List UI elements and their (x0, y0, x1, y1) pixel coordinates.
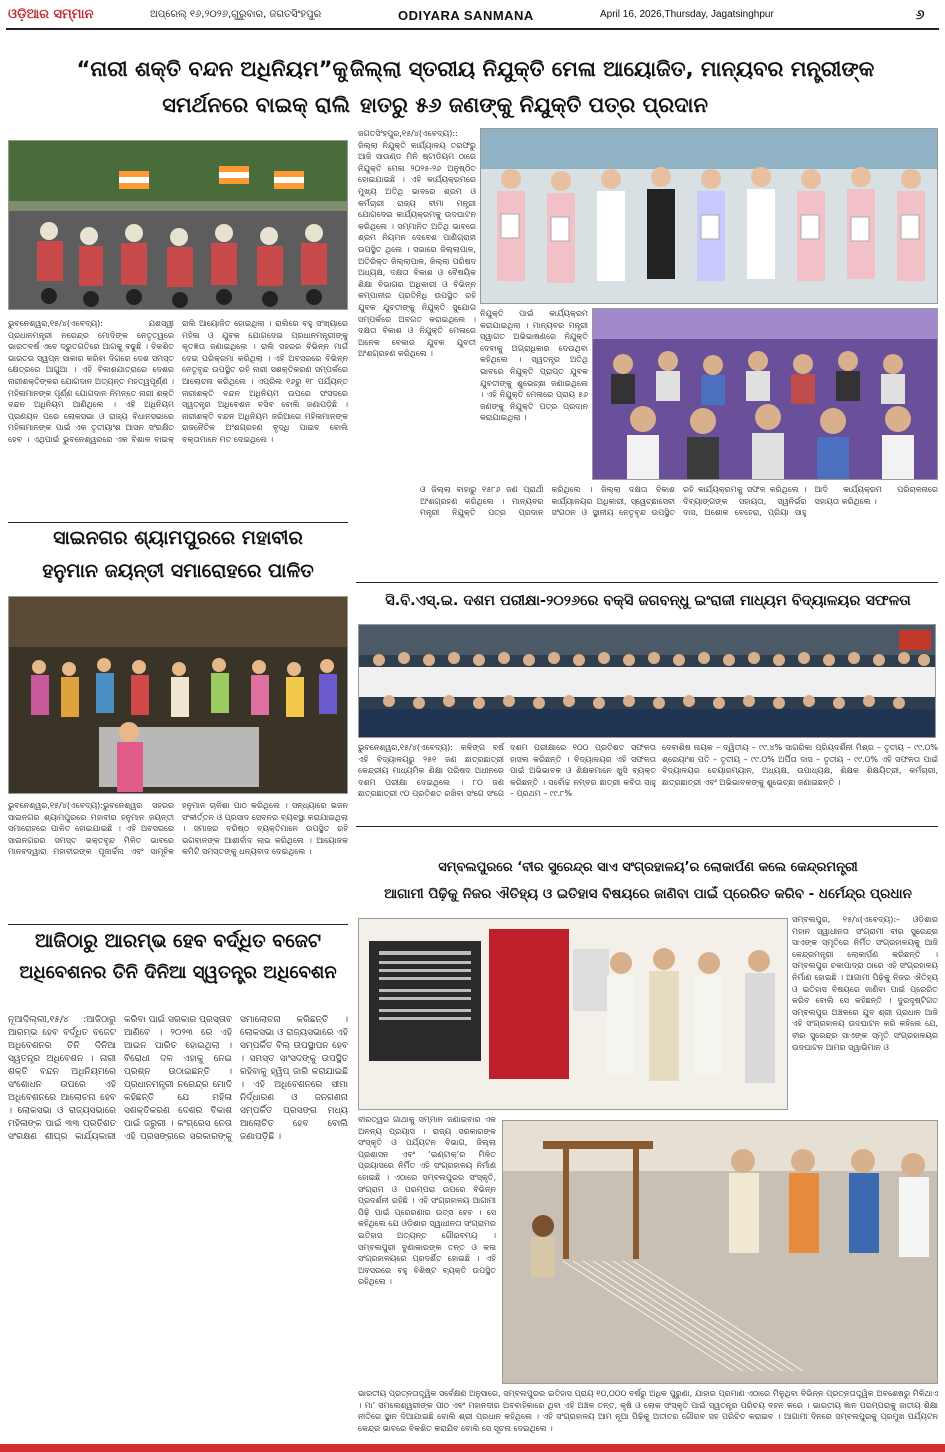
loom-exhibit-illustration (503, 1121, 938, 1384)
lead-headline-left-line1: “ନାରୀ ଶକ୍ତି ବନ୍ଦନ ଅଧିନିୟମ”କୁ (76, 57, 348, 81)
job-fair-body-col1: ଜଗତସିଂହପୁର,୧୫/୪(ଏବେଦ୍ୟ):: ଜିଲ୍ଲା ନିଯୁକ୍ତି କାର୍ଯ୍ୟାଳୟ ତରଫରୁ ଆଜି ସାଉଣ୍ଡ ମିନି ଷ୍ଟାଡିୟମ ଠାରେ ନିଯୁକ୍ତି ମେଳା ୨୦୨୫-୨୬ ଅନୁଷ୍ଠିତ ହୋଇଯାଇଛି । ଏହି କାର୍ଯ୍ୟକ୍ରମରେ ମୁଖ୍ୟ ଅତିଥି ଭାବରେ ଶ୍ରମ ଓ କର୍ମଚାରୀ ରାଜ୍ୟ ବୀମା ମନ୍ତ୍ରୀ ଯୋଗଦେଇ କାର୍ଯ୍ୟକ୍ରମକୁ ଉଦଘାଟନ କରିଥିଲେ । ସମ୍ମାନିତ ଅତିଥି ଭାବରେ ଶ୍ରମ ନିୟମନ ଦେବେଶ ପାଣିଗ୍ରାହୀ ଉପସ୍ଥିତ ଥିଲେ । ସଭାରେ ଜିଲ୍ଲାପାଳ, ଅତିରିକ୍ତ ଜିଲ୍ଲାପାଳ, ଜିଲ୍ଲା ପରିଷଦ ଅଧ୍ୟକ୍ଷ, ଦକ୍ଷତା ବିକାଶ ଓ ବୈଷୟିକ ଶିକ୍ଷା ବିଭାଗର ଅଧିକାରୀ ଓ ବିଭିନ୍ନ କମ୍ପାନୀର ପ୍ରତିନିଧି ଉପସ୍ଥିତ ରହି ଯୁବକ ଯୁବତୀଙ୍କୁ ନିଯୁକ୍ତି ସୁଯୋଗ ସମ୍ପର୍କରେ ଅବଗତ କରାଇଥିଲେ । ଦକ୍ଷତା ବିକାଶ ଓ ନିଯୁକ୍ତି ମେଳାରେ ଅନେକ ବେକାର ଯୁବକ ଯୁବତୀ ଅଂଶଗ୍ରହଣ କରିଥିଲେ । (358, 129, 476, 359)
page-number: ୬ (915, 7, 925, 23)
hanuman-jayanti-illustration (9, 597, 348, 794)
cbse-bottom-rule (356, 826, 938, 827)
sambalpur-headline-line2: ଆଗାମୀ ପିଢ଼ିକୁ ନିଜର ଐତିହ୍ୟ ଓ ଇତିହାସ ବିଷୟରେ ଜାଣିବା ପାଇଁ ପ୍ରେରିତ କରିବ - ଧର୍ମେନ୍ଦ୍ର ପ୍ରଧାନ (384, 886, 912, 902)
lead-story-body: ଭୁବନେଶ୍ୱର,୧୫/୪(ଏବେଦ୍ୟ): ଯଶସ୍ୱୀ ପ୍ରଧାନମନ୍ତ୍ରୀ ନରେନ୍ଦ୍ର ମୋଦିଙ୍କ ନେତୃତ୍ୱରେ ଭାରତବର୍ଷ ଏବେ ଦ୍ରୁତଗତିରେ ଆଗକୁ ବଢୁଛି । ବିକଶିତ ଭାରତର ସ୍ୱପ୍ନ ସାକାର କରିବା ଦିଗରେ ଦେଶ ସମସ୍ତ କ୍ଷେତ୍ରରେ ଆଗୁଆ । ଏହି ବିକାଶଯାତ୍ରାରେ ଦେଶର ନାରୀଶକ୍ତିଙ୍କର ଯୋଗଦାନ ଅତ୍ୟନ୍ତ ମହତ୍ୱପୂର୍ଣ୍ଣ । ମହିଳାମାନଙ୍କ ପୂର୍ଣ୍ଣ ଯୋଗଦାନ ନିମନ୍ତେ ନାରୀ ଶକ୍ତି ବନ୍ଦନ ଅଧିନିୟମ ଆଣିଥିଲେ । ଏହି ଅଧିନିୟମ ପ୍ରଣୟନ ପରେ ଲୋକସଭା ଓ ରାଜ୍ୟ ବିଧାନସଭାରେ ମହିଳାମାନଙ୍କ ପାଇଁ ଏକ ତୃତୀୟାଂଶ ଆସନ ସଂରକ୍ଷିତ ହେବ । ଏଥିପାଇଁ ଭୁବନେଶ୍ୱରରେ ଏକ ବିଶାଳ ବାଇକ୍ ରାଲି ଆୟୋଜିତ ହୋଇଥିଲା । ରାଲିରେ ବହୁ ସଂଖ୍ୟାରେ ମହିଳା ଓ ଯୁବକ ଯୋଗଦେଇ ପ୍ରଧାନମନ୍ତ୍ରୀଙ୍କୁ କୃତଜ୍ଞତା ଜଣାଇଥିଲେ । ରାଲି ସହରର ବିଭିନ୍ନ ମାର୍ଗ ଦେଇ ପରିକ୍ରମା କରିଥିଲା । ଏହି ଅବସରରେ ବିଭିନ୍ନ ନେତୃବୃନ୍ଦ ଉପସ୍ଥିତ ରହି ନାରୀ ସଶକ୍ତିକରଣ ସମ୍ପର୍କରେ ଆଲୋଚନା କରିଥିଲେ । ଏପ୍ରିଲ ୧୬ରୁ ୧୮ ପର୍ଯ୍ୟନ୍ତ ନାରୀଶକ୍ତି ବନ୍ଦନ ଅଧିନିୟମ ଉପରେ ସଂସଦରେ ସ୍ୱତନ୍ତ୍ର ଅଧିବେଶନ ବସିବ ବୋଲି ଜଣାପଡ଼ିଛି । ନାରୀଶକ୍ତି ବନ୍ଦନ ଅଧିନିୟମ ଜରିଆରେ ମହିଳାମାନଙ୍କ ରାଜନୈତିକ ଅଂଶଗ୍ରହଣ ବୃଦ୍ଧି ପାଇବ ବୋଲି ବକ୍ତାମାନେ ମତ ଦେଇଥିଲେ । (8, 319, 348, 444)
budget-headline-line1: ଆଜିଠାରୁ ଆରମ୍ଭ ହେବ ବର୍ଦ୍ଧିତ ବଜେଟ (34, 930, 322, 952)
hanuman-headline-line2: ହନୁମାନ ଜୟନ୍ତୀ ସମାରୋହରେ ପାଳିତ (42, 560, 314, 582)
newspaper-logo: ଓଡ଼ିଆର ସମ୍ମାନ (8, 7, 94, 22)
students-group-illustration (359, 625, 936, 738)
audience-illustration (593, 309, 938, 480)
footer-accent-bar (0, 1444, 945, 1452)
sambalpur-body-mid: ବୀରତ୍ୱର ଗାଥାକୁ ସମ୍ମାନ ଜଣାଇବାର ଏକ ଅନନ୍ୟ ପ୍ରୟାସ । ରାଜ୍ୟ ସରକାରଙ୍କ ସଂସ୍କୃତି ଓ ପର୍ଯ୍ୟଟନ ବିଭାଗ, ଜିଲ୍ଲା ପ୍ରଶାସନ ଏବଂ ‘ଇଣ୍ଟାକ୍’ର ମିଳିତ ପ୍ରୟାସରେ ନିର୍ମିତ ଏହି ସଂଗ୍ରହାଳୟ ନିର୍ମାଣ ହୋଇଛି । ଏଠାରେ ସମ୍ବଲପୁରର ସଂସ୍କୃତି, ସଂଗ୍ରାମ ଓ ପରମ୍ପରା ଉପରେ ବିଭିନ୍ନ ପ୍ରଦର୍ଶନୀ ରହିଛି । ଏହି ସଂଗ୍ରହାଳୟ ଆଗାମୀ ପିଢ଼ି ପାଇଁ ପ୍ରେରଣାର ଉତ୍ସ ହେବ । ସେ କହିଥିଲେ ଯେ ଓଡ଼ିଶାର ସ୍ୱାଧୀନତା ସଂଗ୍ରାମର ଇତିହାସ ଅତ୍ୟନ୍ତ ଗୌରବମୟ । ସମ୍ବଲପୁରୀ ବୁଣାକାରଙ୍କ ତନ୍ତ ଓ କଳା ସଂଗ୍ରହାଳୟରେ ପ୍ରଦର୍ଶିତ ହୋଇଛି । ଏହି ଅବସରରେ ବହୁ ବିଶିଷ୍ଟ ବ୍ୟକ୍ତି ଉପସ୍ଥିତ ରହିଥିଲେ । (358, 1115, 496, 1287)
job-fair-body-bottom: ଓ ଜିଲ୍ଲା ବାହାରୁ ୧୫୮୬ ଜଣ ପ୍ରାର୍ଥୀ ଅଂଶଗ୍ରହଣ କରିଥିଲେ । ମାନ୍ୟବର ମନ୍ତ୍ରୀ ନିଯୁକ୍ତି ପତ୍ର ପ୍ରଦାନ କରିଥିଲେ । ଜିଲ୍ଲା ଦକ୍ଷତା ବିକାଶ କାର୍ଯ୍ୟାଳୟର ଅଧିକାରୀ, ସ୍ୱେଚ୍ଛାସେବୀ ସଂଗଠନ ଓ ସ୍ଥାନୀୟ ନେତୃବୃନ୍ଦ ଉପସ୍ଥିତ ରହି କାର୍ଯ୍ୟକ୍ରମକୁ ସଫଳ କରିଥିଲେ । ଦିବ୍ୟାଙ୍ଗଙ୍କ ସହାୟତା, ସ୍ୱନିର୍ଭର ଦାସ, ଅଶୋକ ବେହେରା, ପ୍ରିୟା ସାହୁ ଆଦି କାର୍ଯ୍ୟକ୍ରମ ପରିଚାଳନାରେ ସହାୟତା କରିଥିଲେ । (420, 485, 938, 518)
sambalpur-body-right: ସମ୍ବଲପୁର, ୧୫/୪(ଏବେଦ୍ୟ):– ଓଡ଼ିଶାର ମହାନ ସ୍ୱାଧୀନତା ସଂଗ୍ରାମୀ ବୀର ସୁରେନ୍ଦ୍ର ସାଏଙ୍କ ସ୍ମୃତିରେ ନିର୍ମିତ ସଂଗ୍ରହାଳୟକୁ ଆଜି କେନ୍ଦ୍ରମନ୍ତ୍ରୀ ଲୋକାର୍ପଣ କରିଛନ୍ତି । ସମ୍ବଲପୁର ଚକାପାଦ୍ରା ଠାରେ ଏହି ସଂଗ୍ରହାଳୟ ନିର୍ମାଣ ହୋଇଛି । ଆଗାମୀ ପିଢ଼ିକୁ ନିଜର ଐତିହ୍ୟ ଓ ଇତିହାସ ବିଷୟରେ ଜାଣିବା ପାଇଁ ପ୍ରେରିତ କରିବ ବୋଲି ସେ କହିଛନ୍ତି । ଦୁରଦୃଷ୍ଟିଗତ ସମ୍ବଲପୁର ଅଞ୍ଚଳରେ ଯୁବ ଶ୍ରୀ ପ୍ରଧାନ ଆଜି ଏହି ସଂଗ୍ରହାଳୟ ଉଦଘାଟନ କରି କହିଲେ ଯେ, ବୀର ସୁରେନ୍ଦ୍ର ସାଏଙ୍କ ସ୍ମୃତି ସଂଗ୍ରହାଳୟର ଉଦଘାଟନ ଆମର ସ୍ୱାଭିମାନ ଓ (792, 915, 938, 1052)
audience-photo (592, 308, 938, 480)
cbse-body-left: ଭୁବନେଶ୍ୱର,୧୫/୪(ଏବେଦ୍ୟ): କଳିଙ୍ଗ ବର୍ଷ ଏହି ବିଦ୍ୟାଳୟରୁ ୨୫୧ ଜଣ ଛାତ୍ରଛାତ୍ରୀ କେନ୍ଦ୍ରୀୟ ମାଧ୍ୟମିକ ଶିକ୍ଷା ପରିଷଦ ଅଧୀନରେ ଦଶମ ପରୀକ୍ଷା ଦେଇଥିଲେ । ୮୦ ଜଣ ଛାତ୍ରଛାତ୍ରୀ ୯୦ ପ୍ରତିଶତ ରଖିବା ସଂଗେ ସଂଗେ ଦଶମ ପରୀକ୍ଷାରେ ୧୦୦ ପ୍ରତିଶତ ସଫଳତା ହାସଲ କରିଛନ୍ତି । ବିଦ୍ୟାଳୟର ଏହି ସଫଳତା ପାଇଁ ଅଭିଭାବକ ଓ ଶିକ୍ଷକମାନେ ଖୁସି ବ୍ୟକ୍ତ କରିଛନ୍ତି । ସର୍ବୋଚ୍ଚ ନମ୍ବର ଛାତ୍ରୀ କବିତା ସାହୁ – ପ୍ରଥମ – ୯୯.୮% (358, 743, 656, 799)
job-fair-photo (480, 128, 938, 304)
masthead-rule (6, 28, 939, 30)
cbse-body-right: ଦେବାଶିଷ ନାୟକ – ଦ୍ୱିତୀୟ – ୯୯.୪% ସାଗରିକା ପ୍ରିୟଦର୍ଶିନୀ ମିଶ୍ର – ତୃତୀୟ – ୯୯.୦% ଶ୍ରେୟାଂଶ ପତି – ତୃତୀୟ – ୯୯.୦% ଅର୍ପିତା ଦାସ – ତୃତୀୟ – ୯୯.୦% ଏହି ସଫଳତା ପାଇଁ ବିଦ୍ୟାଳୟର ଚେୟାରମ୍ୟାନ, ଅଧ୍ୟକ୍ଷ, ଉପାଧ୍ୟକ୍ଷ, ଶିକ୍ଷକ ଶିକ୍ଷୟିତ୍ରୀ, କର୍ମଚାରୀ, ଛାତ୍ରଛାତ୍ରୀ ଏବଂ ଅଭିଭାବକଙ୍କୁ ଶୁଭେଚ୍ଛା ଜଣାଇଛନ୍ତି । (662, 743, 938, 787)
loom-exhibit-photo (502, 1120, 938, 1384)
lead-bottom-rule (8, 522, 348, 523)
hanuman-jayanti-photo (8, 596, 348, 794)
budget-story-body: ନୂଆଦିଲ୍ଲୀ,୧୫/୪ :ଆଜିଠାରୁ ଆରମ୍ଭ ହେବ ବର୍ଦ୍ଧିତ ବଜେଟ ଅଧିବେଶନର ତିନି ଦିନିଆ ସ୍ୱତନ୍ତ୍ର ଅଧିବେଶନ । ନାରୀ ଶକ୍ତି ବନ୍ଦନ ଅଧିନିୟମରେ ସଂଶୋଧନ ଉପରେ ଏହି ଅଧିବେଶନରେ ଆଲୋଚନା ହେବ । ଲୋକସଭା ଓ ରାଜ୍ୟସଭାରେ ମହିଳାଙ୍କ ପାଇଁ ୩୩ ପ୍ରତିଶତ ସଂରକ୍ଷଣ ଶୀଘ୍ର କାର୍ଯ୍ୟକାରୀ କରିବା ପାଇଁ ସରକାର ପ୍ରସ୍ତାବ ଆଣିବେ । ୨୦୨୩ ରେ ଏହି ଆଇନ ପାରିତ ହୋଇଥିଲା । ବିରୋଧୀ ଦଳ ଏହାକୁ ନେଇ ପ୍ରଶ୍ନ ଉଠାଇଛନ୍ତି । ପ୍ରଧାନମନ୍ତ୍ରୀ ନରେନ୍ଦ୍ର ମୋଦି କହିଛନ୍ତି ଯେ ମହିଳା ସଶକ୍ତିକରଣ ଦେଶର ବିକାଶ ପାଇଁ ଜରୁରୀ । କଂଗ୍ରେସ ନେତା ଏହି ପ୍ରସଙ୍ଗରେ ସରକାରଙ୍କୁ ସମାଲୋଚନା କରିଛନ୍ତି । ଲୋକସଭା ଓ ରାଜ୍ୟସଭାରେ ଏହି ସମ୍ପର୍କିତ ବିଲ୍ ଉପସ୍ଥାପନ ହେବ । ସମସ୍ତ ସାଂସଦଙ୍କୁ ଉପସ୍ଥିତ ରହିବାକୁ ହ୍ୱିପ୍ ଜାରି କରାଯାଇଛି । ଏହି ଅଧିବେଶନରେ ସୀମା ନିର୍ଦ୍ଧାରଣ ଓ ଜନଗଣନା ସମ୍ପର୍କିତ ପ୍ରସଙ୍ଗ ମଧ୍ୟ ଆଲୋଚିତ ହେବ ବୋଲି ଜଣାପଡ଼ିଛି । (8, 1015, 348, 1143)
students-group-photo (358, 624, 936, 738)
sambalpur-body-bottom: ଭାରତୀୟ ପ୍ରତ୍ନତାତ୍ତ୍ୱିକ ସର୍ବେକ୍ଷଣ ଅନୁସାରେ, ସମ୍ବଲପୁରର ଇତିହାସ ପ୍ରାୟ ୧୦,୦୦୦ ବର୍ଷରୁ ଅଧିକ ପୁରୁଣା, ଯାହାର ପ୍ରମାଣ ଏଠାରେ ମିଳୁଥିବା ବିଭିନ୍ନ ପ୍ରତ୍ନତାତ୍ତ୍ୱିକ ଅବଶେଷରୁ ମିଳିଥାଏ । ମା’ ସମଲେଶ୍ୱରୀଙ୍କ ପୀଠ ଏବଂ ମହାନଦୀର ଅବବାହିକାରେ ଥିବା ଏହି ଅଞ୍ଚଳ ତନ୍ତ, କୃଷି ଓ ଲୋକ ସଂସ୍କୃତି ପାଇଁ ସ୍ୱତନ୍ତ୍ର ପରିଚୟ ବହନ କରେ । ଭାରତୀୟ ଜ୍ଞାନ ପରମ୍ପରାକୁ ଜାତୀୟ ଶିକ୍ଷା ନୀତିରେ ସ୍ଥାନ ଦିଆଯାଇଛି ବୋଲି ଶ୍ରୀ ପ୍ରଧାନ କହିଥିଲେ । ଏହି ସଂଗ୍ରହାଳୟ ଆମ ନୂଆ ପିଢ଼ିକୁ ଅତୀତର ଗୌରବ ସହ ପରିଚିତ କରାଇବ । ଆଗାମୀ ଦିନରେ ସମ୍ବଲପୁରକୁ ପ୍ରମୁଖ ପର୍ଯ୍ୟଟନ କେନ୍ଦ୍ର ଭାବରେ ବିକଶିତ କରାଯିବ ବୋଲି ସେ ସୂଚନା ଦେଇଥିଲେ । (358, 1389, 938, 1433)
masthead-date-english: April 16, 2026,Thursday, Jagatsinghpur (600, 9, 774, 20)
hanuman-bottom-rule (8, 924, 348, 925)
bike-rally-illustration (9, 141, 348, 310)
museum-inauguration-illustration (359, 919, 788, 1110)
museum-inauguration-photo (358, 918, 788, 1110)
bike-rally-photo (8, 140, 348, 310)
job-fair-bottom-rule (356, 582, 938, 583)
right-lead-headline-line2: ହାତରୁ ୫୬ ଜଣଙ୍କୁ ନିଯୁକ୍ତି ପତ୍ର ପ୍ରଦାନ (360, 93, 708, 117)
hanuman-headline-line1: ସାଇନଗର ଶ୍ୟାମପୁରରେ ମହାବୀର (53, 527, 303, 549)
masthead-paper-name: ODIYARA SANMANA (398, 8, 534, 23)
right-lead-headline-line1: ଜିଲ୍ଲା ସ୍ତରୀୟ ନିଯୁକ୍ତି ମେଳା ଆୟୋଜିତ, ମାନ୍ୟବର ମନ୍ତ୍ରୀଙ୍କ (350, 57, 875, 81)
job-fair-body-col2: ନିଯୁକ୍ତି ପାଇଁ କାର୍ଯ୍ୟକ୍ରମ କରାଯାଇଥିଲା । ମାନ୍ୟବର ମନ୍ତ୍ରୀ ସ୍ୱାଗତ ଅଭିଭାଷଣରେ ନିଯୁକ୍ତି ଦେବାକୁ ଅଗ୍ରାଧିକାର ଦେଉଥିବା କହିଥିଲେ । ସ୍ୱତନ୍ତ୍ର ଅତିଥି ଭାବରେ ନିଯୁକ୍ତି ପ୍ରାପ୍ତ ଯୁବକ ଯୁବତୀଙ୍କୁ ଶୁଭେଚ୍ଛା ଜଣାଇଥିଲେ । ଏହି ନିଯୁକ୍ତି ମେଳାରେ ପ୍ରାୟ ୫୬ ଜଣଙ୍କୁ ନିଯୁକ୍ତି ପତ୍ର ପ୍ରଦାନ କରାଯାଇଥିଲା । (480, 309, 588, 423)
job-fair-illustration (481, 129, 938, 304)
masthead-date-odia: ଅପ୍ରେଲ୍ ୧୬,୨୦୨୬,ଗୁରୁବାର, ଜଗତସିଂହପୁର (150, 9, 322, 20)
cbse-headline: ସି.ବି.ଏସ୍.ଇ. ଦଶମ ପରୀକ୍ଷା-୨୦୨୬ରେ ବକ୍ସି ଜଗବନ୍ଧୁ ଇଂରାଜୀ ମାଧ୍ୟମ ବିଦ୍ୟାଳୟର ସଫଳତା (385, 593, 911, 609)
lead-headline-left-line2: ସମର୍ଥନରେ ବାଇକ୍ ରାଲି (162, 93, 350, 117)
hanuman-story-body: ଭୁବନେଶ୍ୱର,୧୫/୪(ଏବେଦ୍ୟ):ଭୁବନେଶ୍ୱର ସହରର ସାଇନଗର ଶ୍ୟାମପୁରରେ ମହାବୀର ହନୁମାନ ଜୟନ୍ତୀ ସମାରୋହରେ ପାଳିତ ହୋଇଯାଇଛି । ଏହି ଅବସରରେ ସାଇନଗରର ସମସ୍ତ ଭକ୍ତବୃନ୍ଦ ମିଳିତ ଭାବରେ ମାନବଦ୍ୱାରା ମହାବୀରଙ୍କ ପୂଜାର୍ଚ୍ଚନା ଏବଂ ସାମୂହିକ ହନୁମାନ ଚାଳିଶା ପାଠ କରିଥିଲେ । ସନ୍ଧ୍ୟାରେ ଭଜନ ସଂକୀର୍ତ୍ତନ ଓ ପ୍ରସାଦ ସେବନର ବ୍ୟବସ୍ଥା କରାଯାଇଥିଲା । ସମାଜର ବରିଷ୍ଠ ବ୍ୟକ୍ତିମାନେ ଉପସ୍ଥିତ ରହି ଭଗବାନଙ୍କ ଆଶୀର୍ବାଦ ଲାଭ କରିଥିଲେ । ଆୟୋଜକ କମିଟି ସମସ୍ତଙ୍କୁ ଧନ୍ୟବାଦ ଦେଇଥିଲେ । (8, 801, 348, 857)
sambalpur-headline-line1: ସମ୍ବଲପୁରରେ ‘ବୀର ସୁରେନ୍ଦ୍ର ସାଏ ସଂଗ୍ରହାଳୟ’ର ଲୋକାର୍ପଣ କଲେ କେନ୍ଦ୍ରମନ୍ତ୍ରୀ (438, 860, 858, 875)
budget-headline-line2: ଅଧିବେଶନର ତିନି ଦିନିଆ ସ୍ୱତନ୍ତ୍ର ଅଧିବେଶନ (19, 962, 337, 983)
